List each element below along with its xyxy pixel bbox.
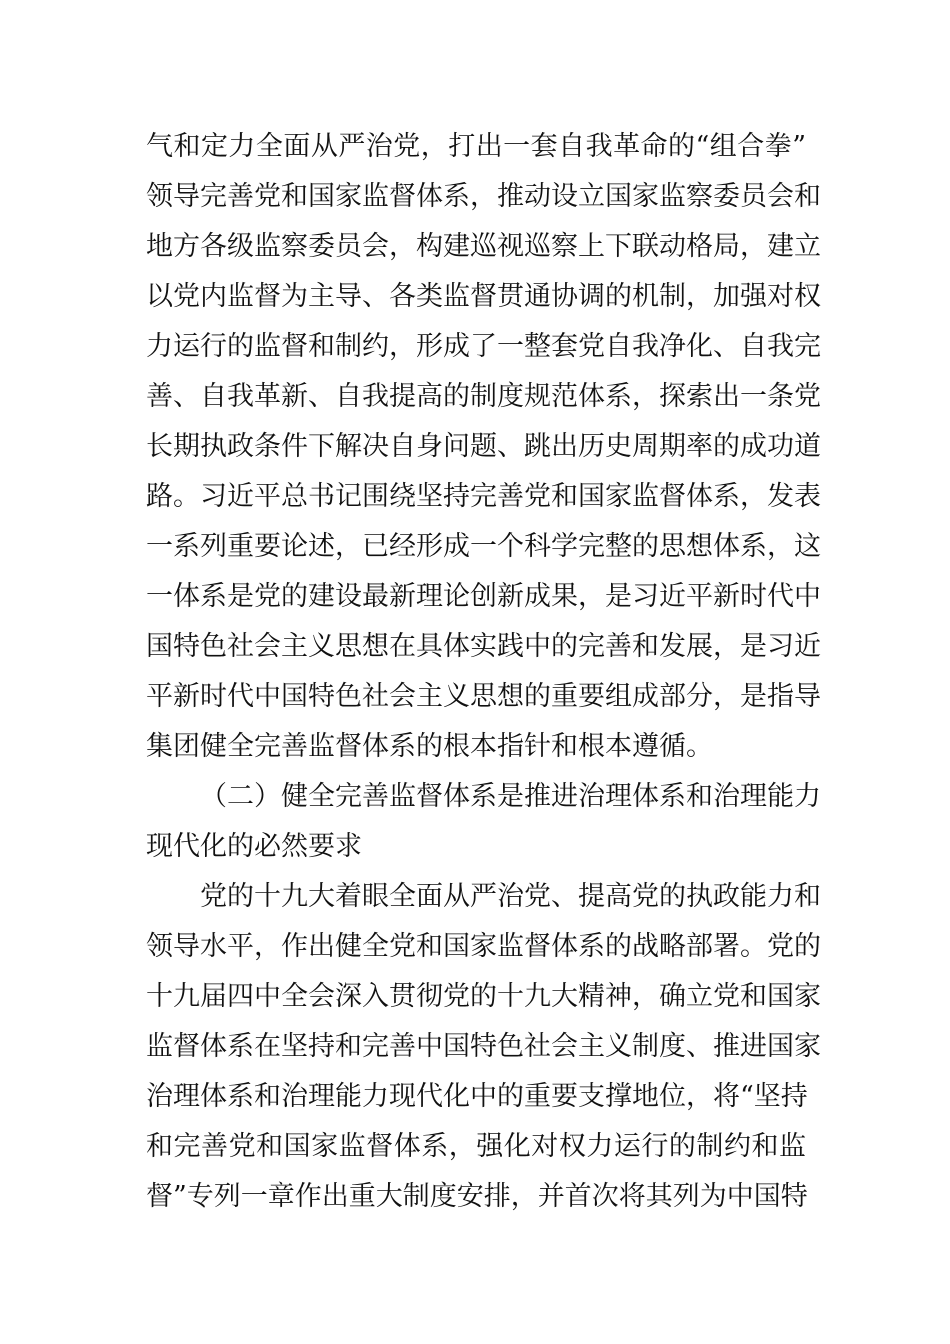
- body-text-line: 督”专列一章作出重大制度安排，并首次将其列为中国特: [146, 1181, 808, 1212]
- body-text-line: 领导完善党和国家监督体系，推动设立国家监察委员会和: [146, 181, 821, 212]
- body-text-line: 治理体系和治理能力现代化中的重要支撑地位，将“坚持: [146, 1081, 808, 1112]
- body-text-line: 地方各级监察委员会，构建巡视巡察上下联动格局，建立: [146, 231, 821, 262]
- body-text-line: 平新时代中国特色社会主义思想的重要组成部分，是指导: [146, 681, 821, 712]
- body-text-line: 领导水平，作出健全党和国家监督体系的战略部署。党的: [146, 931, 821, 962]
- body-text-line: 以党内监督为主导、各类监督贯通协调的机制，加强对权: [146, 281, 821, 312]
- body-text-line: 集团健全完善监督体系的根本指针和根本遵循。: [146, 731, 713, 762]
- body-text-line: 善、自我革新、自我提高的制度规范体系，探索出一条党: [146, 381, 821, 412]
- body-text-line: 一系列重要论述，已经形成一个科学完整的思想体系，这: [146, 531, 821, 562]
- body-text-line: 路。习近平总书记围绕坚持完善党和国家监督体系，发表: [146, 481, 821, 512]
- section-heading-line: 现代化的必然要求: [146, 831, 362, 862]
- body-text-line: 监督体系在坚持和完善中国特色社会主义制度、推进国家: [146, 1031, 821, 1062]
- body-text-line: 和完善党和国家监督体系，强化对权力运行的制约和监: [146, 1131, 806, 1162]
- body-text-line: 党的十九大着眼全面从严治党、提高党的执政能力和: [200, 881, 821, 912]
- body-text-line: 长期执政条件下解决自身问题、跳出历史周期率的成功道: [146, 431, 821, 462]
- body-text-line: 一体系是党的建设最新理论创新成果，是习近平新时代中: [146, 581, 821, 612]
- body-text-line: 国特色社会主义思想在具体实践中的完善和发展，是习近: [146, 631, 821, 662]
- body-text-line: 力运行的监督和制约，形成了一整套党自我净化、自我完: [146, 331, 821, 362]
- body-text-line: 十九届四中全会深入贯彻党的十九大精神，确立党和国家: [146, 981, 821, 1012]
- body-text-line: 气和定力全面从严治党，打出一套自我革命的“组合拳”: [146, 131, 806, 162]
- section-heading-line: （二）健全完善监督体系是推进治理体系和治理能力: [200, 781, 821, 812]
